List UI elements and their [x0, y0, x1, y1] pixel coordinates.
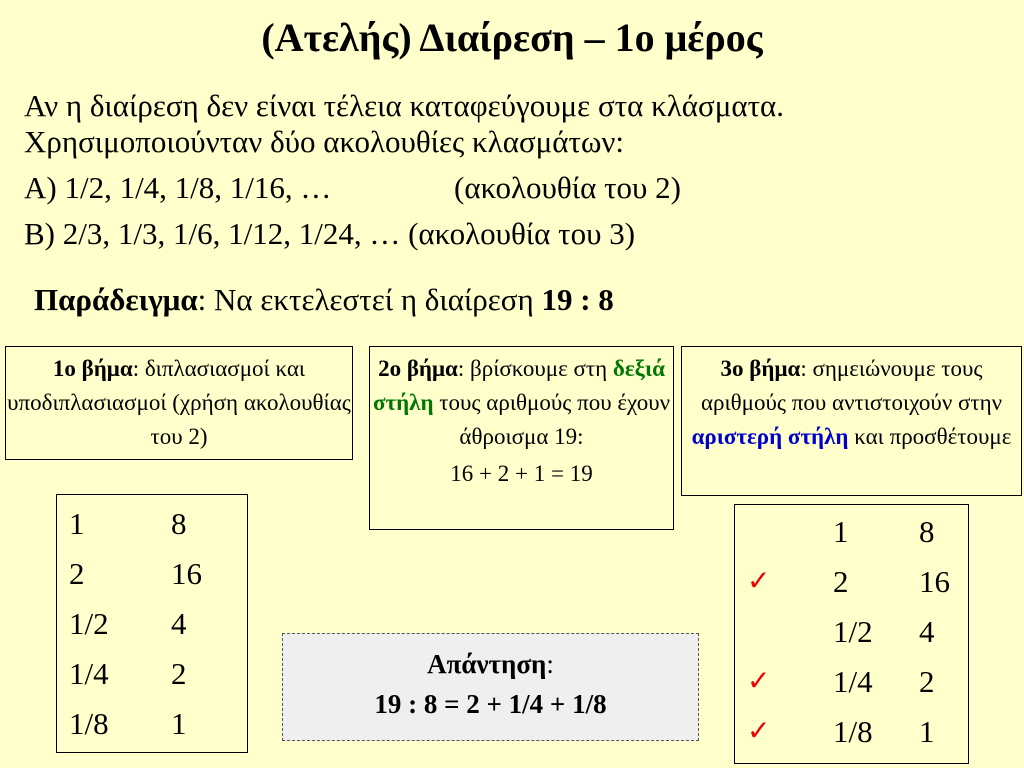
checked-table: [747, 507, 950, 757]
example-text: : Να εκτελεστεί η διαίρεση: [197, 282, 542, 317]
step-2-label: 2ο βήμα: [378, 356, 458, 381]
answer-label-line: [283, 644, 698, 684]
intro-line-2: Χρησιμοποιούνταν δύο ακολουθίες κλασμάτων:: [24, 124, 625, 159]
table-row: [69, 649, 202, 699]
step-1-text: : διπλασιασμοί και υποδιπλασιασμοί (χρήση ακολουθίας του 2): [7, 356, 351, 449]
step-3-highlight: αριστερή στήλη: [691, 424, 849, 449]
step-2-highlight: δεξιά στήλη: [373, 356, 665, 415]
table-row: [69, 549, 202, 599]
table-cell-right: 4: [171, 606, 187, 641]
table-cell-right: 16: [171, 556, 202, 591]
slide-title: (Ατελής) Διαίρεση – 1ο μέρος: [261, 15, 763, 60]
table-cell-right: 2: [919, 664, 935, 699]
table-row: [747, 657, 950, 707]
step-2-box: [369, 346, 674, 530]
table-row: [747, 507, 950, 557]
step-3-box: [681, 346, 1022, 496]
step-1-box: [5, 346, 353, 460]
right-table-box: [734, 504, 969, 764]
table-cell-left: 2: [833, 564, 849, 599]
step-3-label: 3ο βήμα: [720, 356, 801, 381]
table-cell-left: 1/2: [69, 606, 109, 641]
step-3-post: και προσθέτουμε: [848, 424, 1012, 449]
table-cell-right: 8: [171, 506, 187, 541]
table-cell-left: 1/4: [69, 656, 109, 691]
table-cell-left: 1/8: [69, 706, 109, 741]
table-row: [69, 699, 202, 749]
table-cell-right: 2: [171, 656, 187, 691]
table-row: [747, 607, 950, 657]
step-2-pre: : βρίσκουμε στη: [457, 356, 613, 381]
example-line: [34, 280, 614, 320]
table-cell-left: 1: [833, 514, 849, 549]
table-cell-left: 1/4: [833, 664, 873, 699]
step-2-sum: 16 + 2 + 1 = 19: [450, 461, 593, 486]
answer-label: Απάντηση: [427, 649, 547, 679]
table-cell-right: 4: [919, 614, 935, 649]
check-icon: ✓: [747, 666, 771, 697]
table-row: [69, 599, 202, 649]
table-cell-right: 8: [919, 514, 935, 549]
table-row: [747, 557, 950, 607]
intro-line-1: Αν η διαίρεση δεν είναι τέλεια καταφεύγουμε στα κλάσματα.: [24, 88, 785, 123]
table-cell-right: 1: [171, 706, 187, 741]
answer-equation: 19 : 8 = 2 + 1/4 + 1/8: [374, 689, 607, 719]
table-cell-right: 16: [919, 564, 950, 599]
example-expression: 19 : 8: [541, 282, 614, 317]
sequence-a: [24, 168, 681, 208]
table-row: [69, 499, 202, 549]
table-row: [747, 707, 950, 757]
left-table-box: [56, 494, 248, 753]
table-cell-right: 1: [919, 714, 935, 749]
check-icon: [747, 607, 833, 657]
table-cell-left: 1/2: [833, 614, 873, 649]
table-cell-left: 1/8: [833, 714, 873, 749]
answer-box: [282, 633, 699, 741]
sequence-b-terms: Β) 2/3, 1/3, 1/6, 1/12, 1/24, …: [24, 216, 401, 251]
sequence-b: [24, 214, 635, 254]
check-icon: ✓: [747, 566, 771, 597]
check-icon: ✓: [747, 716, 771, 747]
sequence-a-terms: Α) 1/2, 1/4, 1/8, 1/16, …: [24, 170, 332, 205]
example-label: Παράδειγμα: [34, 282, 198, 317]
sequence-a-name: (ακολουθία του 2): [454, 170, 681, 205]
table-cell-left: 2: [69, 556, 85, 591]
table-cell-left: 1: [69, 506, 85, 541]
step-1-label: 1ο βήμα: [52, 356, 133, 381]
answer-colon: :: [546, 649, 554, 679]
doubling-table: [69, 499, 202, 749]
step-2-post: τους αριθμούς που έχουν άθροισμα 19:: [433, 390, 670, 449]
step-3-pre: : σημειώνουμε τους αριθμούς που αντιστοιχούν στην: [700, 356, 1003, 415]
sequence-b-name: (ακολουθία του 3): [408, 216, 636, 251]
check-icon: [747, 507, 833, 557]
